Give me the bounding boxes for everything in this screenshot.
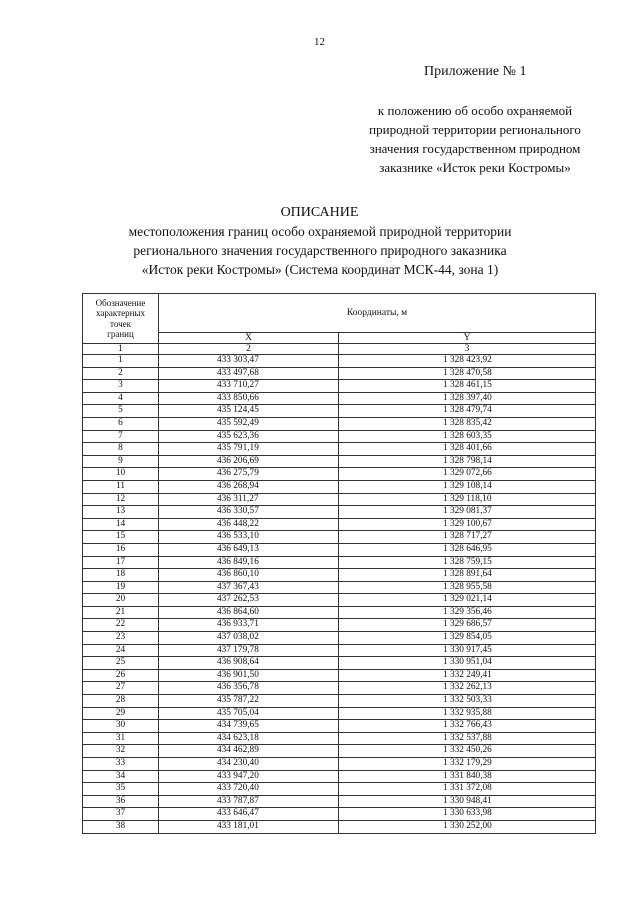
y-coordinate-cell: 1 332 249,41 (339, 669, 596, 682)
table-row (83, 556, 596, 569)
point-number-cell: 2 (83, 367, 159, 380)
y-coordinate-cell: 1 328 798,14 (339, 455, 596, 468)
appendix-subtitle-line: природной территории регионального (369, 122, 581, 137)
y-coordinate-cell: 1 332 766,43 (339, 720, 596, 733)
table-row (83, 380, 596, 393)
y-coordinate-cell: 1 328 646,95 (339, 543, 596, 556)
y-coordinate-cell: 1 329 854,05 (339, 632, 596, 645)
table-row (83, 606, 596, 619)
appendix-subtitle (340, 101, 610, 177)
point-number-cell: 34 (83, 770, 159, 783)
x-coordinate-cell: 436 908,64 (159, 657, 339, 670)
y-coordinate-cell: 1 331 840,38 (339, 770, 596, 783)
appendix-subtitle-line: заказнике «Исток реки Костромы» (379, 160, 571, 175)
point-number-cell: 17 (83, 556, 159, 569)
y-coordinate-cell: 1 331 372,08 (339, 783, 596, 796)
point-number-cell: 26 (83, 669, 159, 682)
y-coordinate-cell: 1 328 397,40 (339, 392, 596, 405)
table-row (83, 770, 596, 783)
x-coordinate-cell: 435 124,45 (159, 405, 339, 418)
y-coordinate-cell: 1 330 917,45 (339, 644, 596, 657)
table-row (83, 669, 596, 682)
y-coordinate-cell: 1 328 717,27 (339, 531, 596, 544)
description-line: «Исток реки Костромы» (Система координат МСК-44, зона 1) (141, 262, 499, 277)
y-coordinate-cell: 1 330 948,41 (339, 795, 596, 808)
point-number-cell: 31 (83, 732, 159, 745)
x-coordinate-cell: 434 623,18 (159, 732, 339, 745)
x-coordinate-cell: 435 787,22 (159, 695, 339, 708)
y-coordinate-cell: 1 329 021,14 (339, 594, 596, 607)
point-number-cell: 35 (83, 783, 159, 796)
x-coordinate-cell: 434 739,65 (159, 720, 339, 733)
point-number-cell: 21 (83, 606, 159, 619)
y-coordinate-cell: 1 329 118,10 (339, 493, 596, 506)
point-number-cell: 12 (83, 493, 159, 506)
column-number: 2 (159, 344, 339, 355)
y-coordinate-cell: 1 329 686,57 (339, 619, 596, 632)
x-coordinate-cell: 436 860,10 (159, 569, 339, 582)
y-coordinate-cell: 1 328 835,42 (339, 417, 596, 430)
point-number-cell: 16 (83, 543, 159, 556)
y-coordinate-cell: 1 328 955,58 (339, 581, 596, 594)
table-row (83, 820, 596, 833)
point-number-cell: 5 (83, 405, 159, 418)
x-coordinate-cell: 436 933,71 (159, 619, 339, 632)
point-number-cell: 19 (83, 581, 159, 594)
y-coordinate-cell: 1 329 100,67 (339, 518, 596, 531)
coordinates-table (82, 293, 596, 834)
document-description (100, 222, 540, 279)
y-coordinate-cell: 1 332 262,13 (339, 682, 596, 695)
table-row (83, 405, 596, 418)
x-coordinate-cell: 437 367,43 (159, 581, 339, 594)
y-coordinate-cell: 1 332 450,26 (339, 745, 596, 758)
x-coordinate-cell: 436 356,78 (159, 682, 339, 695)
table-row (83, 795, 596, 808)
table-row (83, 468, 596, 481)
x-coordinate-cell: 436 901,50 (159, 669, 339, 682)
table-row (83, 392, 596, 405)
table-row (83, 720, 596, 733)
appendix-subtitle-line: к положению об особо охраняемой (377, 103, 573, 118)
x-coordinate-cell: 436 330,57 (159, 506, 339, 519)
x-coordinate-cell: 436 448,22 (159, 518, 339, 531)
column-number: 3 (339, 344, 596, 355)
point-number-cell: 18 (83, 569, 159, 582)
x-coordinate-cell: 434 462,89 (159, 745, 339, 758)
x-coordinate-cell: 433 787,87 (159, 795, 339, 808)
table-row (83, 417, 596, 430)
point-designation-header (83, 294, 159, 344)
table-row (83, 506, 596, 519)
x-coordinate-cell: 437 262,53 (159, 594, 339, 607)
point-header-line: границ (107, 329, 134, 339)
table-row (83, 443, 596, 456)
table-row (83, 355, 596, 368)
y-coordinate-cell: 1 332 503,33 (339, 695, 596, 708)
y-coordinate-cell: 1 328 461,15 (339, 380, 596, 393)
point-number-cell: 30 (83, 720, 159, 733)
table-row (83, 644, 596, 657)
coordinates-table-body (83, 355, 596, 834)
y-coordinate-cell: 1 328 759,15 (339, 556, 596, 569)
table-row (83, 745, 596, 758)
x-coordinate-cell: 433 646,47 (159, 808, 339, 821)
x-coordinate-cell: 436 275,79 (159, 468, 339, 481)
x-coordinate-cell: 436 268,94 (159, 480, 339, 493)
table-row (83, 493, 596, 506)
y-coordinate-cell: 1 329 072,66 (339, 468, 596, 481)
column-number: 1 (83, 344, 159, 355)
x-coordinate-cell: 436 533,10 (159, 531, 339, 544)
y-coordinate-cell: 1 330 633,98 (339, 808, 596, 821)
x-coordinate-cell: 435 791,19 (159, 443, 339, 456)
x-coordinate-cell: 436 649,13 (159, 543, 339, 556)
x-coordinate-cell: 435 592,49 (159, 417, 339, 430)
table-row (83, 619, 596, 632)
table-row (83, 632, 596, 645)
table-row (83, 480, 596, 493)
y-coordinate-cell: 1 332 935,88 (339, 707, 596, 720)
point-number-cell: 6 (83, 417, 159, 430)
x-coordinate-cell: 436 206,69 (159, 455, 339, 468)
point-number-cell: 24 (83, 644, 159, 657)
appendix-title: Приложение № 1 (424, 64, 527, 79)
y-coordinate-cell: 1 328 423,92 (339, 355, 596, 368)
description-line: местоположения границ особо охраняемой природной территории (128, 224, 512, 239)
table-row (83, 531, 596, 544)
table-row (83, 569, 596, 582)
appendix-subtitle-line: значения государственном природном (369, 141, 581, 156)
table-row (83, 732, 596, 745)
point-number-cell: 36 (83, 795, 159, 808)
x-coordinate-cell: 434 230,40 (159, 758, 339, 771)
point-number-cell: 38 (83, 820, 159, 833)
point-number-cell: 28 (83, 695, 159, 708)
point-number-cell: 4 (83, 392, 159, 405)
x-coordinate-cell: 436 849,16 (159, 556, 339, 569)
point-number-cell: 25 (83, 657, 159, 670)
y-coordinate-cell: 1 329 356,46 (339, 606, 596, 619)
y-coordinate-cell: 1 328 479,74 (339, 405, 596, 418)
x-coordinate-cell: 437 038,02 (159, 632, 339, 645)
point-number-cell: 33 (83, 758, 159, 771)
y-coordinate-cell: 1 328 603,35 (339, 430, 596, 443)
point-number-cell: 27 (83, 682, 159, 695)
x-coordinate-cell: 433 181,01 (159, 820, 339, 833)
table-row (83, 594, 596, 607)
x-header: X (159, 333, 339, 344)
point-header-line: точек (110, 318, 131, 329)
coordinates-header: Координаты, м (159, 294, 596, 333)
table-row (83, 695, 596, 708)
point-number-cell: 1 (83, 355, 159, 368)
table-row (83, 430, 596, 443)
point-number-cell: 9 (83, 455, 159, 468)
x-coordinate-cell: 435 623,36 (159, 430, 339, 443)
table-row (83, 808, 596, 821)
table-row (83, 758, 596, 771)
document-heading: ОПИСАНИЕ (280, 205, 359, 220)
y-coordinate-cell: 1 332 179,29 (339, 758, 596, 771)
y-coordinate-cell: 1 328 401,66 (339, 443, 596, 456)
point-number-cell: 32 (83, 745, 159, 758)
point-number-cell: 13 (83, 506, 159, 519)
point-number-cell: 20 (83, 594, 159, 607)
table-row (83, 783, 596, 796)
point-number-cell: 8 (83, 443, 159, 456)
point-number-cell: 37 (83, 808, 159, 821)
x-coordinate-cell: 433 303,47 (159, 355, 339, 368)
table-row (83, 682, 596, 695)
y-coordinate-cell: 1 329 081,37 (339, 506, 596, 519)
point-number-cell: 3 (83, 380, 159, 393)
point-header-line: Обозначение (95, 297, 146, 308)
table-row (83, 455, 596, 468)
point-number-cell: 11 (83, 480, 159, 493)
table-row (83, 518, 596, 531)
x-coordinate-cell: 433 947,20 (159, 770, 339, 783)
y-coordinate-cell: 1 328 891,64 (339, 569, 596, 582)
point-number-cell: 15 (83, 531, 159, 544)
point-number-cell: 23 (83, 632, 159, 645)
x-coordinate-cell: 436 864,60 (159, 606, 339, 619)
x-coordinate-cell: 433 850,66 (159, 392, 339, 405)
point-number-cell: 29 (83, 707, 159, 720)
table-row (83, 707, 596, 720)
x-coordinate-cell: 433 497,68 (159, 367, 339, 380)
x-coordinate-cell: 433 720,40 (159, 783, 339, 796)
table-row (83, 367, 596, 380)
point-number-cell: 10 (83, 468, 159, 481)
y-coordinate-cell: 1 330 252,00 (339, 820, 596, 833)
page-number: 12 (314, 36, 325, 48)
point-header-line: характерных (96, 308, 145, 318)
table-row (83, 581, 596, 594)
point-number-cell: 14 (83, 518, 159, 531)
y-coordinate-cell: 1 329 108,14 (339, 480, 596, 493)
y-coordinate-cell: 1 332 537,88 (339, 732, 596, 745)
point-number-cell: 7 (83, 430, 159, 443)
table-row (83, 657, 596, 670)
x-coordinate-cell: 437 179,78 (159, 644, 339, 657)
table-row (83, 543, 596, 556)
x-coordinate-cell: 433 710,27 (159, 380, 339, 393)
y-coordinate-cell: 1 330 951,04 (339, 657, 596, 670)
x-coordinate-cell: 436 311,27 (159, 493, 339, 506)
point-number-cell: 22 (83, 619, 159, 632)
description-line: регионального значения государственного природного заказника (133, 243, 507, 258)
y-header: Y (339, 333, 596, 344)
x-coordinate-cell: 435 705,04 (159, 707, 339, 720)
y-coordinate-cell: 1 328 470,58 (339, 367, 596, 380)
